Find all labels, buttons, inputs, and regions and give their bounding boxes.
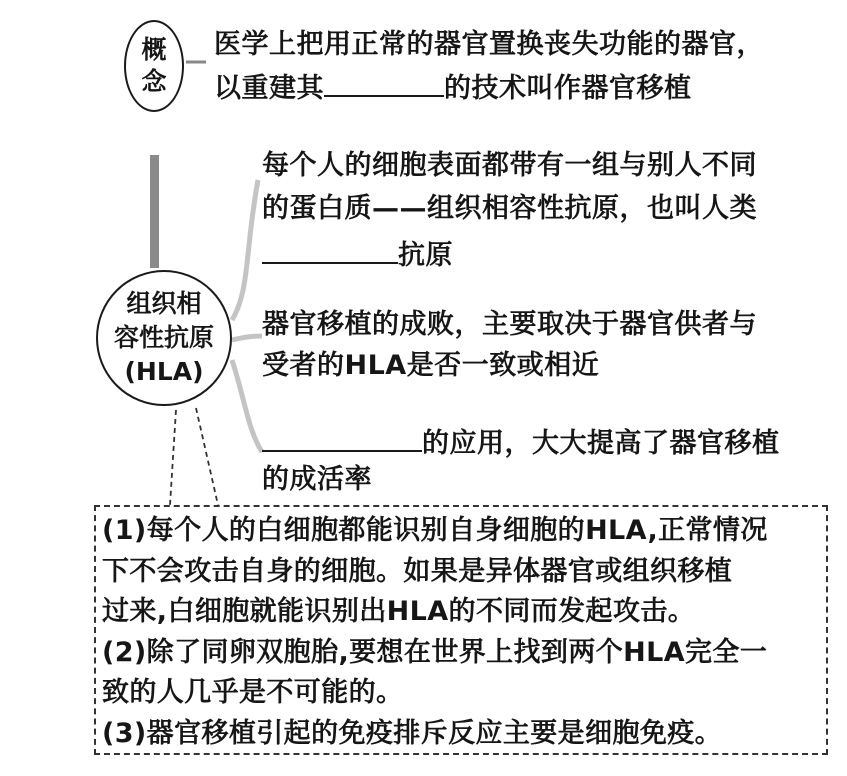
leader-line-right	[196, 408, 218, 505]
notes-box	[94, 505, 828, 755]
branch3-line1	[262, 422, 780, 462]
leader-line-left	[170, 410, 176, 505]
branch2-line1: 器官移植的成败，主要取决于器官供者与	[262, 309, 757, 340]
branch3-line1-suffix: 的应用，大大提高了器官移植	[422, 428, 780, 459]
concept-label-line1: 概	[141, 35, 167, 64]
branch-curve-2	[232, 336, 262, 340]
concept-to-hla-bar	[150, 155, 159, 268]
concept-text-suffix: 的技术叫作器官移植	[444, 73, 692, 104]
branch1-line3-suffix: 抗原	[398, 240, 453, 271]
hla-label-circle	[96, 270, 232, 406]
hla-label-line2: 容性抗原	[113, 323, 214, 352]
concept-text-line2	[214, 67, 692, 107]
branch1-line2: 的蛋白质——组织相容性抗原，也叫人类	[262, 193, 757, 224]
note-line: (1)每个人的白细胞都能识别自身细胞的HLA,正常情况	[102, 515, 768, 546]
concept-label-line2: 念	[141, 67, 167, 96]
note-line: 下不会攻击自身的细胞。如果是异体器官或组织移植	[102, 555, 733, 587]
hla-label-line1: 组织相	[126, 289, 202, 318]
branch1-line3	[262, 234, 453, 274]
concept-fill-blank	[324, 67, 444, 97]
branch3-line2: 的成活率	[262, 464, 372, 495]
note-line: 过来,白细胞就能识别出HLA的不同而发起攻击。	[102, 596, 696, 627]
concept-text-line1: 医学上把用正常的器官置换丧失功能的器官，	[214, 29, 764, 60]
branch-curve-1	[232, 180, 258, 320]
note-line: (3)器官移植引起的免疫排斥反应主要是细胞免疫。	[102, 717, 723, 749]
branch2-line2: 受者的HLA是否一致或相近	[262, 350, 600, 381]
note-line: (2)除了同卵双胞胎,要想在世界上找到两个HLA完全一	[102, 636, 768, 668]
concept-label-oval	[124, 20, 184, 112]
concept-text-prefix: 以重建其	[214, 73, 324, 104]
branch1-line1: 每个人的细胞表面都带有一组与别人不同	[262, 150, 757, 181]
note-line: 致的人几乎是不可能的。	[102, 677, 404, 708]
branch1-fill-blank	[262, 234, 398, 264]
branch-curve-3	[232, 360, 262, 452]
hla-label-line3: (HLA)	[124, 357, 204, 386]
branch3-fill-blank	[262, 422, 422, 452]
